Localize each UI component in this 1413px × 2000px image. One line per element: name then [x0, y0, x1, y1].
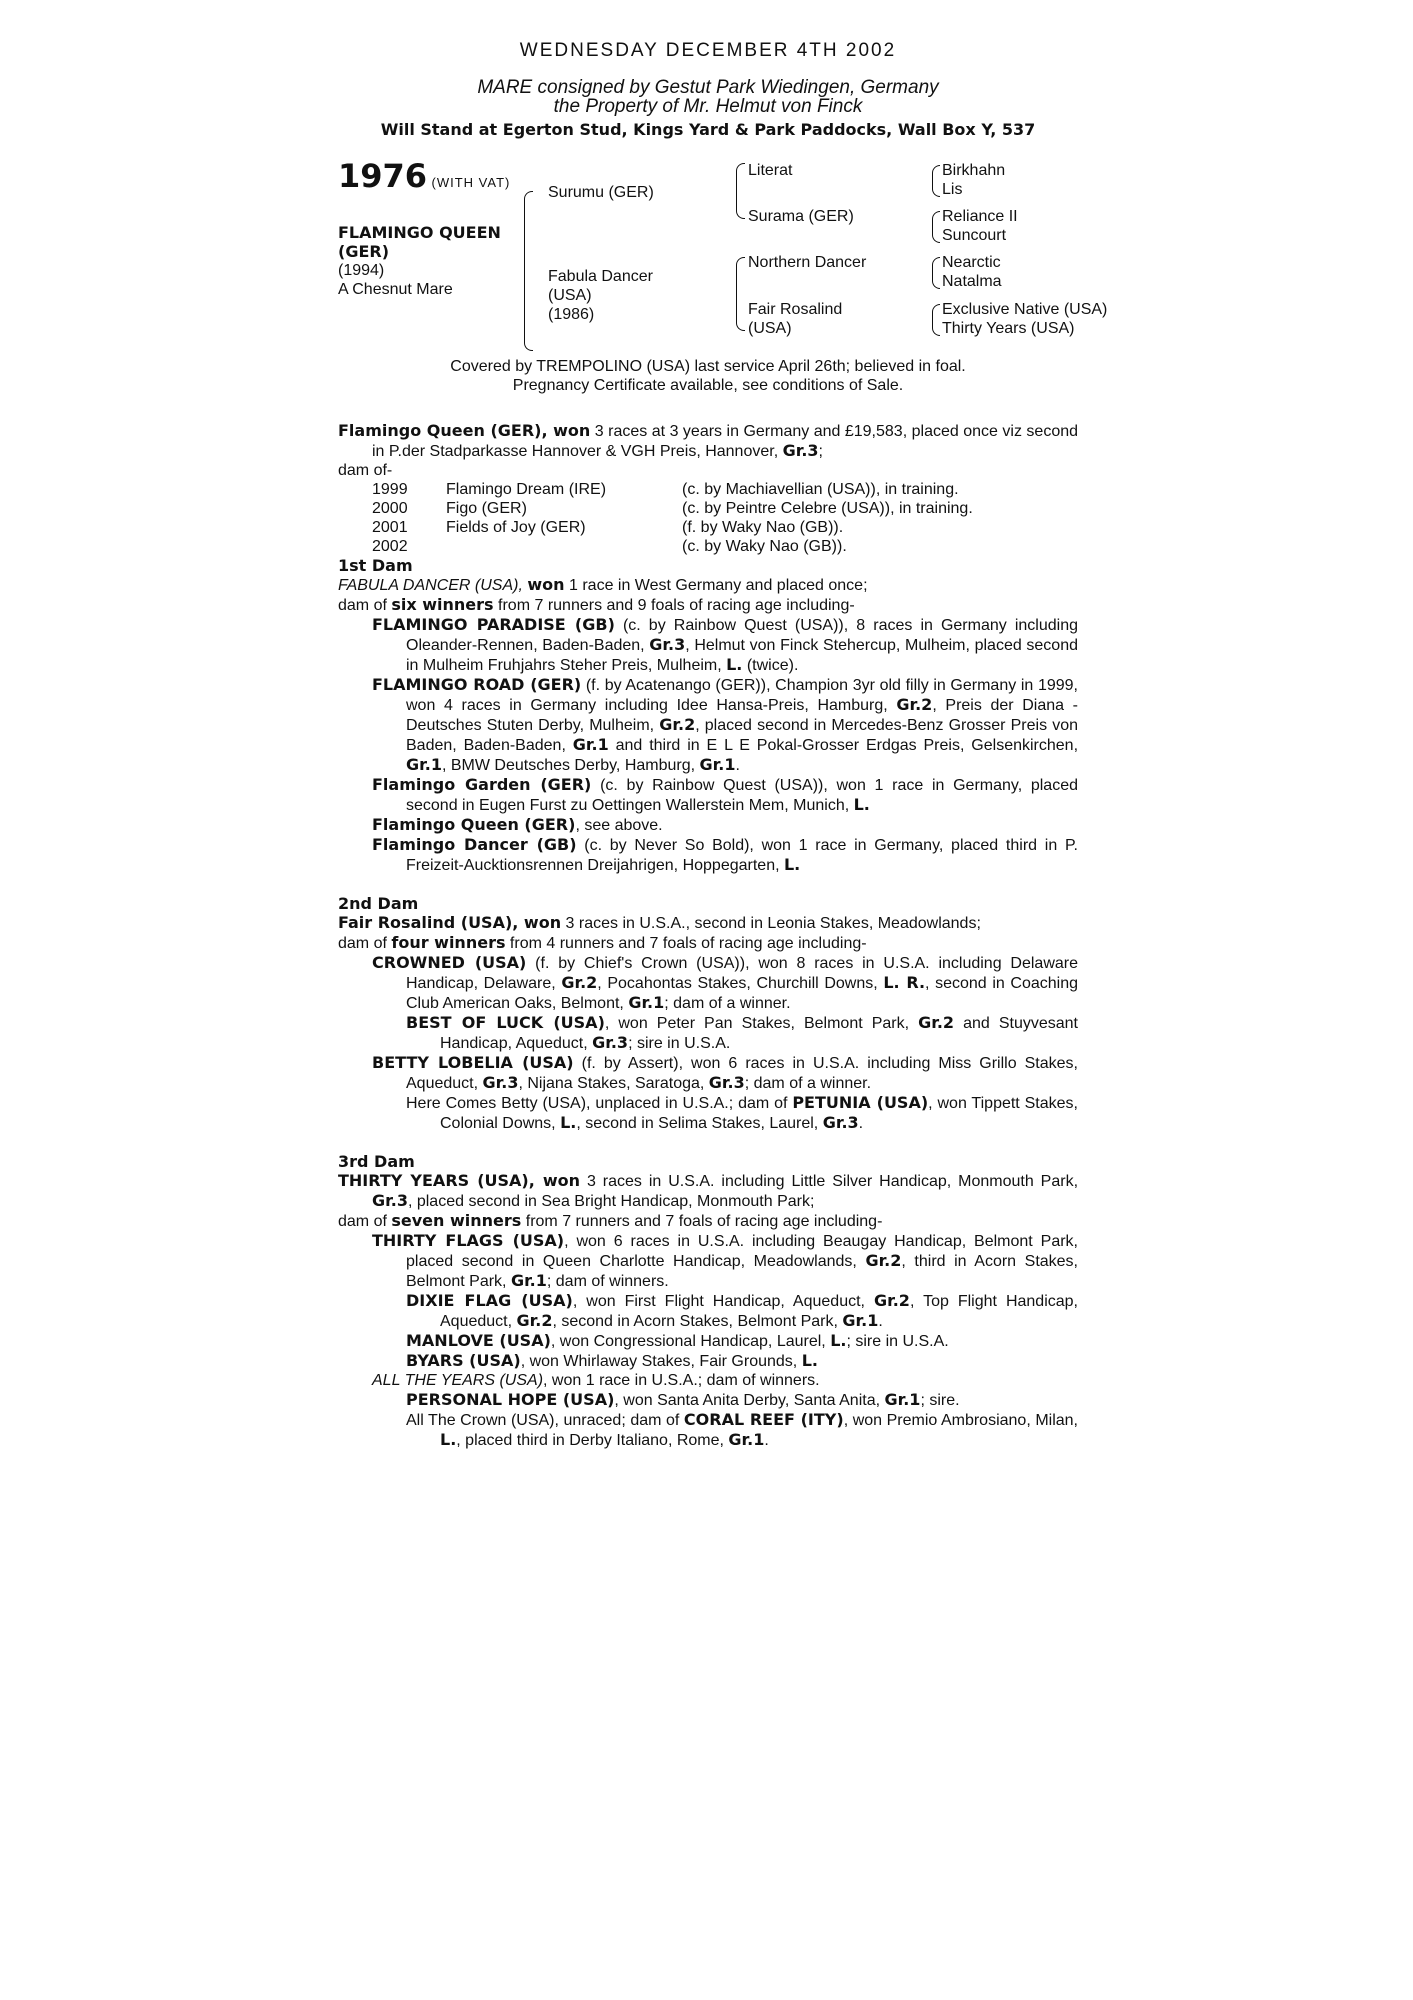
entry-text: ; sire in U.S.A. — [628, 1035, 731, 1052]
pedigree-g3-8: Thirty Years (USA) — [942, 320, 1075, 337]
pedigree-dam-dam-line2: (USA) — [748, 320, 792, 337]
pedigree-g3-4: Suncourt — [942, 227, 1007, 244]
entry-text: ; dam of a winner. — [744, 1075, 872, 1092]
entry-name: BYARS (USA) — [406, 1351, 521, 1370]
first-dam-summary — [338, 575, 1078, 595]
entry-name: CORAL REEF (ITY) — [683, 1410, 844, 1429]
entry-text: ; dam of winners. — [546, 1273, 669, 1290]
produce-entry — [338, 775, 1078, 815]
foal-info: (c. by Waky Nao (GB)). — [682, 538, 847, 555]
grade-label: Gr.1 — [406, 755, 442, 774]
produce-text: ; — [818, 443, 823, 460]
grade-label: Gr.3 — [482, 1073, 519, 1092]
dam-text: 3 races in U.S.A. including Little Silver Handicap, Monmouth Park, — [580, 1173, 1079, 1190]
second-dam-produce — [338, 933, 1078, 953]
entry-name: DIXIE FLAG (USA) — [406, 1291, 573, 1310]
entry-text: (c. by Rainbow Quest (USA)), 8 races in Germany including Oleander-Rennen, Baden-Baden, — [406, 617, 1078, 654]
owner-line: the Property of Mr. Helmut von Finck — [553, 96, 863, 117]
pedigree-sire: Surumu (GER) — [548, 184, 654, 201]
brace-dam-side — [736, 257, 745, 331]
entry-text: , second in Acorn Stakes, Belmont Park, — [552, 1313, 843, 1330]
pedigree-dam-sire: Northern Dancer — [748, 254, 867, 271]
entry-text: (c. by Rainbow Quest (USA)), won 1 race in Germany, placed second in Eugen Furst zu Oettingen Wallerstein Mem, Munich, — [406, 777, 1078, 814]
entry-text: , placed third in Derby Italiano, Rome, — [456, 1432, 729, 1449]
entry-name: Flamingo Queen (GER) — [372, 815, 576, 834]
horse-name-line2: (GER) — [338, 242, 390, 261]
entry-text: , third in Acorn Stakes, Belmont Park, — [406, 1253, 1079, 1290]
dam-text: dam of — [338, 597, 392, 614]
grade-label: Gr.2 — [659, 715, 696, 734]
brace-g3-3 — [932, 257, 940, 289]
grade-label: L. — [440, 1430, 457, 1449]
second-dam-summary — [338, 913, 1078, 933]
pedigree-table — [338, 157, 1108, 361]
grade-label: Gr.1 — [728, 1430, 765, 1449]
produce-text: once viz second in P.der Stadparkasse Hannover & VGH Preis, Hannover, — [372, 423, 1079, 460]
winners-count: four winners — [391, 933, 506, 952]
dam-text: 3 races in U.S.A., second in Leonia Stakes, Meadowlands; — [561, 915, 981, 932]
entry-name: BEST OF LUCK (USA) — [406, 1013, 605, 1032]
foal-row — [372, 537, 973, 556]
catalogue-page — [338, 36, 1108, 1450]
grade-label: Gr.2 — [516, 1311, 553, 1330]
grade-label: L. — [560, 1113, 577, 1132]
second-dam-heading: 2nd Dam — [338, 894, 419, 913]
foal-info: (f. by Waky Nao (GB)). — [682, 519, 844, 536]
entry-text: , BMW Deutsches Derby, Hamburg, — [441, 757, 700, 774]
stabling-line: Will Stand at Egerton Stud, Kings Yard & Park Paddocks, Wall Box Y, 537 — [380, 120, 1036, 139]
produce-entry — [338, 815, 1078, 835]
sale-date: WEDNESDAY DECEMBER 4TH 2002 — [519, 40, 897, 61]
pedigree-g3-7: Exclusive Native (USA) — [942, 301, 1108, 318]
entry-text: , won Santa Anita Derby, Santa Anita, — [614, 1392, 885, 1409]
lot-number: 1976 — [338, 157, 428, 195]
pedigree-g3-3: Reliance II — [942, 208, 1018, 225]
foal-row — [372, 480, 973, 499]
entry-text: , second in Selima Stakes, Laurel, — [576, 1115, 823, 1132]
entry-text: . — [878, 1313, 883, 1330]
entry-text: (f. by Acatenango (GER)), Champion 3yr old filly in Germany in 1999, won 4 races in Germany including Idee Hansa-Preis, Hamburg, — [406, 677, 1078, 714]
produce-intro — [338, 421, 1078, 461]
pedigree-dam-line1: Fabula Dancer — [548, 268, 653, 285]
grade-label: Gr.2 — [873, 1291, 910, 1310]
entry-text: , won 1 race in U.S.A.; dam of winners. — [543, 1372, 820, 1389]
entry-text: , Helmut von Finck Stehercup, Mulheim, placed second in Mulheim Fruhjahrs Steher Preis, Mulheim, — [406, 637, 1078, 674]
pedigree-g3-5: Nearctic — [942, 254, 1001, 271]
pedigree-dam-dam-line1: Fair Rosalind — [748, 301, 843, 318]
entry-text: , second in Coaching Club American Oaks, Belmont, — [406, 975, 1078, 1012]
entry-text: ; sire. — [920, 1392, 960, 1409]
produce-horse-name: Flamingo Queen (GER), won — [338, 421, 591, 440]
entry-name: MANLOVE (USA) — [406, 1331, 551, 1350]
grade-label: Gr.1 — [628, 993, 665, 1012]
dam-text: from 7 runners and 9 foals of racing age including- — [493, 597, 855, 614]
entry-name: FLAMINGO PARADISE (GB) — [372, 615, 615, 634]
dam-name: Fair Rosalind (USA), won — [338, 913, 562, 932]
produce-entry — [338, 1093, 1078, 1133]
produce-entry — [338, 953, 1078, 1013]
pedigree-dam-line2: (USA) — [548, 287, 592, 304]
grade-label: Gr.3 — [708, 1073, 745, 1092]
section-gap — [338, 875, 1078, 894]
entry-name: BETTY LOBELIA (USA) — [372, 1053, 574, 1072]
produce-entry — [338, 1013, 1078, 1053]
foal-year: 2001 — [372, 519, 408, 536]
entry-text: . — [858, 1115, 864, 1132]
lot-number-line — [338, 157, 511, 195]
grade-label: L. — [853, 795, 870, 814]
produce-entry — [338, 1231, 1078, 1291]
pedigree-g3-1: Birkhahn — [942, 162, 1006, 179]
entry-text: Here Comes Betty (USA), unplaced in U.S.A.; dam of — [406, 1095, 793, 1112]
foal-name — [446, 537, 682, 556]
first-dam-heading: 1st Dam — [338, 556, 413, 575]
foal-info: (c. by Machiavellian (USA)), in training. — [682, 481, 959, 498]
entry-text: , see above. — [575, 817, 663, 834]
third-dam-heading: 3rd Dam — [338, 1152, 415, 1171]
grade-label: Gr.3 — [649, 635, 686, 654]
entry-text: , Pocahontas Stakes, Churchill Downs, — [597, 975, 884, 992]
entry-name: PETUNIA (USA) — [792, 1093, 929, 1112]
entry-text: , won Congressional Handicap, Laurel, — [550, 1333, 831, 1350]
entry-text: (c. by Never So Bold), won 1 race in Germany, placed third in P. Freizeit-Aucktionsrennen Dreijahrigen, Hoppegarten, — [406, 837, 1078, 874]
dam-of-label: dam of- — [338, 462, 393, 479]
dam-name: THIRTY YEARS (USA), won — [338, 1171, 581, 1190]
produce-entry — [338, 675, 1078, 775]
entry-text: , Top Flight Handicap, Aqueduct, — [440, 1293, 1079, 1330]
dam-text: 1 race in West Germany and placed once; — [564, 577, 868, 594]
entry-name: PERSONAL HOPE (USA) — [406, 1390, 615, 1409]
grade-label: Gr.1 — [699, 755, 736, 774]
foal-name: Flamingo Dream (IRE) — [446, 481, 607, 498]
grade-label: L. — [801, 1351, 818, 1370]
pedigree-sire-dam: Surama (GER) — [748, 208, 854, 225]
entry-name: Flamingo Dancer (GB) — [372, 835, 577, 854]
brace-g3-1 — [932, 165, 940, 197]
entry-text: , won Peter Pan Stakes, Belmont Park, — [604, 1015, 919, 1032]
dam-text: from 7 runners and 7 foals of racing age including- — [521, 1213, 883, 1230]
produce-entry — [338, 1053, 1078, 1093]
foal-row — [372, 499, 973, 518]
entry-text: All The Crown (USA), unraced; dam of — [406, 1412, 684, 1429]
grade-label: Gr.1 — [572, 735, 609, 754]
entry-name: CROWNED (USA) — [372, 953, 527, 972]
consignor-line: MARE consigned by Gestut Park Wiedingen, Germany — [477, 77, 939, 98]
entry-name: THIRTY FLAGS (USA) — [372, 1231, 565, 1250]
foal-name: Fields of Joy (GER) — [446, 519, 586, 536]
consignor-block — [338, 78, 1078, 116]
winners-count: seven winners — [391, 1211, 522, 1230]
horse-description: A Chesnut Mare — [338, 281, 453, 298]
grade-label: Gr.1 — [510, 1271, 547, 1290]
section-gap — [338, 1133, 1078, 1152]
entry-text: , Preis der Diana - Deutsches Stuten Derby, Mulheim, — [406, 697, 1079, 734]
entry-name: ALL THE YEARS (USA) — [372, 1372, 544, 1389]
foal-name: Figo (GER) — [446, 500, 527, 517]
brace-gen1 — [524, 191, 533, 351]
vat-note: (WITH VAT) — [431, 175, 511, 190]
third-dam-produce — [338, 1211, 1078, 1231]
pedigree-g3-6: Natalma — [942, 273, 1002, 290]
horse-name-line1: FLAMINGO QUEEN — [338, 223, 501, 242]
brace-g3-4 — [932, 304, 940, 336]
entry-text: and third in E L E Pokal-Grosser Erdgas Preis, Gelsenkirchen, — [608, 737, 1079, 754]
produce-entry — [338, 1410, 1078, 1450]
foal-year: 1999 — [372, 481, 408, 498]
horse-year: (1994) — [338, 262, 385, 279]
entry-text: . — [735, 757, 740, 774]
grade-label: L. — [726, 655, 743, 674]
foal-year: 2002 — [372, 538, 408, 555]
produce-text: 3 races at 3 years in Germany and £19,583, placed — [590, 423, 959, 440]
foal-info: (c. by Peintre Celebre (USA)), in training. — [682, 500, 973, 517]
pregnancy-line: Pregnancy Certificate available, see conditions of Sale. — [512, 377, 904, 394]
entry-text: , won First Flight Handicap, Aqueduct, — [572, 1293, 874, 1310]
grade-label: Gr.3 — [372, 1191, 408, 1210]
entry-text: and Stuyvesant Handicap, Aqueduct, — [440, 1015, 1078, 1052]
winners-count: six winners — [391, 595, 494, 614]
foal-row — [372, 518, 973, 537]
grade-label: L. — [783, 855, 801, 874]
produce-entry — [338, 1351, 1078, 1371]
first-dam-produce — [338, 595, 1078, 615]
dam-name: FABULA DANCER (USA), — [338, 577, 523, 594]
entry-text: , Nijana Stakes, Saratoga, — [518, 1075, 709, 1092]
dam-text: dam of — [338, 1213, 392, 1230]
entry-text: ; dam of a winner. — [664, 995, 791, 1012]
produce-entry — [338, 1291, 1078, 1331]
entry-text: , placed second in Mercedes-Benz Grosser Preis von Baden, Baden-Baden, — [406, 717, 1078, 754]
grade-label: L. R. — [883, 973, 926, 992]
grade-label: Gr.3 — [822, 1113, 859, 1132]
grade-label: L. — [830, 1331, 847, 1350]
produce-section — [338, 421, 1078, 1450]
entry-text: . — [764, 1432, 769, 1449]
grade-label: Gr.1 — [884, 1390, 921, 1409]
dam-text: , placed second in Sea Bright Handicap, Monmouth Park; — [407, 1193, 815, 1210]
entry-name: Flamingo Garden (GER) — [372, 775, 592, 794]
third-dam-summary — [338, 1171, 1078, 1211]
entry-name: FLAMINGO ROAD (GER) — [372, 675, 582, 694]
pedigree-sire-sire: Literat — [748, 162, 793, 179]
produce-entry — [338, 1371, 1078, 1390]
entry-text: , won Whirlaway Stakes, Fair Grounds, — [520, 1353, 802, 1370]
entry-text: , won Premio Ambrosiano, Milan, — [843, 1412, 1079, 1429]
grade-label: Gr.2 — [561, 973, 598, 992]
entry-text: (f. by Chief's Crown (USA)), won 8 races in U.S.A. including Delaware Handicap, Delaware, — [406, 955, 1078, 992]
grade-label: Gr.3 — [782, 441, 819, 460]
entry-text: , won Tippett Stakes, Colonial Downs, — [440, 1095, 1078, 1132]
grade-label: Gr.2 — [918, 1013, 955, 1032]
brace-sire-side — [736, 163, 745, 219]
dam-text: dam of — [338, 935, 392, 952]
produce-entry — [338, 1390, 1078, 1410]
grade-label: Gr.3 — [592, 1033, 629, 1052]
covered-line: Covered by TREMPOLINO (USA) last service April 26th; believed in foal. — [450, 358, 966, 375]
produce-entry — [338, 835, 1078, 875]
brace-g3-2 — [932, 211, 940, 243]
grade-label: Gr.2 — [865, 1251, 902, 1270]
covered-note — [338, 357, 1078, 395]
produce-entry — [338, 1331, 1078, 1351]
foals-table — [372, 480, 973, 556]
foal-year: 2000 — [372, 500, 408, 517]
entry-text: (f. by Assert), won 6 races in U.S.A. including Miss Grillo Stakes, Aqueduct, — [406, 1055, 1078, 1092]
entry-text: (twice). — [742, 657, 799, 674]
won-label: won — [527, 575, 565, 594]
entry-text: , won 6 races in U.S.A. including Beaugay Handicap, Belmont Park, placed second in Queen Charlotte Handicap, Meadowlands, — [406, 1233, 1078, 1270]
grade-label: Gr.1 — [842, 1311, 879, 1330]
produce-entry — [338, 615, 1078, 675]
pedigree-dam-line3: (1986) — [548, 306, 595, 323]
pedigree-g3-2: Lis — [942, 181, 963, 198]
entry-text: ; sire in U.S.A. — [846, 1333, 949, 1350]
grade-label: Gr.2 — [896, 695, 933, 714]
dam-text: from 4 runners and 7 foals of racing age including- — [505, 935, 867, 952]
